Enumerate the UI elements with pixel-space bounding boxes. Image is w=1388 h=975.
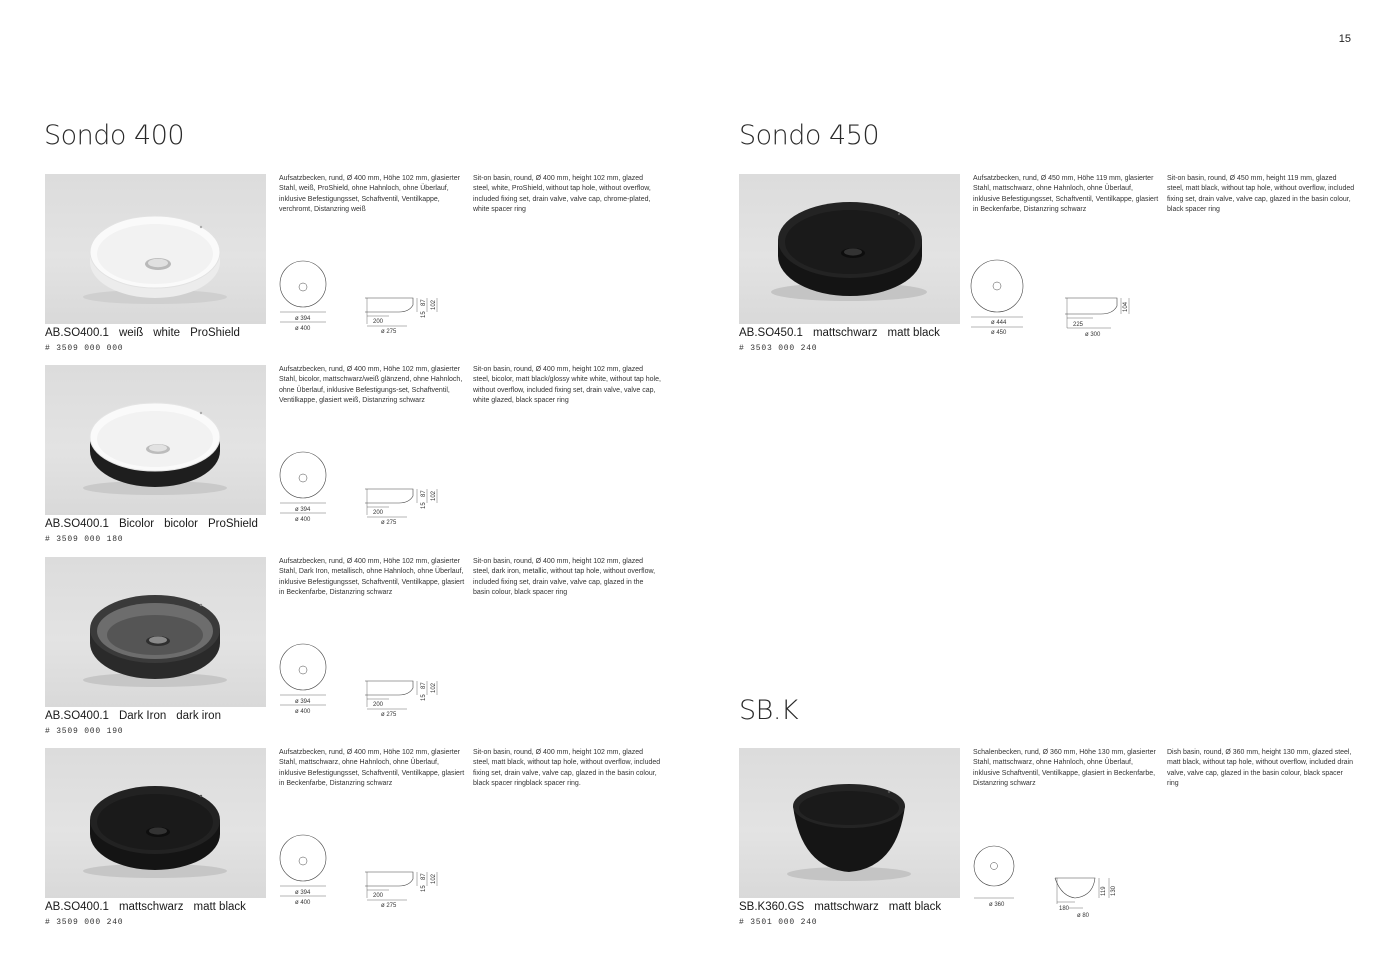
color-english: bicolor <box>164 518 198 530</box>
dim-height-1: 104 <box>1123 301 1129 312</box>
dim-height-2: 87 <box>421 682 427 689</box>
dim-depth: 200 <box>373 319 384 325</box>
dim-inner-diameter: ø 394 <box>295 890 311 896</box>
dim-outer-diameter: ø 400 <box>295 900 311 906</box>
description-german: Aufsatzbecken, rund, Ø 400 mm, Höhe 102 mm, glasierter Stahl, Dark Iron, metallisch, ohne Hahnloch, ohne Überlauf, inklusive Befestigungsset, Schaftventil, Ventilkappe, glasiert in Beckenfarbe, Distanzring schwarz <box>279 558 465 597</box>
dim-height-3: 102 <box>431 873 437 884</box>
product-name <box>45 518 268 530</box>
article-number: # 3509 000 000 <box>45 344 124 353</box>
description-german: Schalenbecken, rund, Ø 360 mm, Höhe 130 mm, glasierter Stahl, mattschwarz, ohne Hahnloch, ohne Überlauf, inklusive Schaftventil, Ventilkappe, glasiert in Beckenfarbe, Distanzring schwarz <box>973 749 1156 788</box>
finish-label: ProShield <box>190 327 240 339</box>
dim-inner-diameter: ø 394 <box>295 316 311 322</box>
page-number: 15 <box>1338 33 1351 45</box>
section-title-sondo-450: Sondo 450 <box>739 120 880 151</box>
description-german: Aufsatzbecken, rund, Ø 400 mm, Höhe 102 mm, glasierter Stahl, weiß, ProShield, ohne Hahnloch, ohne Überlauf, inklusive Befestigungsset, Schaftventil, Ventilkappe, verchromt, Distanzring weiß <box>279 175 460 214</box>
article-number: # 3503 000 240 <box>739 344 818 353</box>
dim-depth: 225 <box>1073 322 1084 328</box>
article-number: # 3509 000 180 <box>45 535 124 544</box>
product-photo <box>45 174 266 324</box>
technical-drawing <box>277 832 457 912</box>
article-number: # 3501 000 240 <box>739 918 818 927</box>
model-number: AB.SO400.1 <box>45 327 109 339</box>
dim-height-2: 130 <box>1111 885 1117 896</box>
product-photo <box>739 174 960 324</box>
model-number: AB.SO400.1 <box>45 901 109 913</box>
color-german: weiß <box>118 327 144 339</box>
section-title-sondo-400: Sondo 400 <box>44 120 185 151</box>
dim-height-1: 15 <box>421 694 427 701</box>
product-photo <box>45 748 266 898</box>
color-german: mattschwarz <box>812 327 878 339</box>
technical-drawing <box>971 832 1151 919</box>
dim-height-1: 15 <box>421 311 427 318</box>
dim-height-3: 102 <box>431 299 437 310</box>
technical-drawing <box>277 258 457 338</box>
dim-inner-diameter: ø 394 <box>295 699 311 705</box>
product-card <box>45 748 665 928</box>
color-english: matt black <box>887 327 940 339</box>
product-photo <box>45 557 266 707</box>
dim-outer-diameter: ø 400 <box>295 326 311 332</box>
dim-base-diameter: ø 300 <box>1085 332 1101 338</box>
dim-base-diameter: ø 275 <box>381 520 397 526</box>
color-german: mattschwarz <box>118 901 184 913</box>
description-english: Dish basin, round, Ø 360 mm, height 130 mm, glazed steel, matt black, without tap hole, without overflow, included drain valve, valve cap, glazed in the basin colour, black spacer ring <box>1167 749 1353 788</box>
description-english: Sit-on basin, round, Ø 400 mm, height 102 mm, glazed steel, matt black, without tap hole, without overflow, included fixing set, drain valve, valve cap, glazed in the basin colour, black spacer ringblack spacer ring. <box>473 749 661 788</box>
product-card <box>45 557 665 737</box>
dim-depth: 180 <box>1059 906 1070 912</box>
technical-drawing <box>277 449 457 529</box>
product-photo <box>739 748 960 898</box>
product-name <box>45 710 241 722</box>
color-english: dark iron <box>176 710 221 722</box>
product-card <box>45 174 665 354</box>
dim-outer-diameter: ø 450 <box>991 330 1007 336</box>
article-number: # 3509 000 240 <box>45 918 124 927</box>
dim-base-diameter: ø 275 <box>381 903 397 909</box>
section-title-sbk: SB.K <box>739 695 799 726</box>
dim-height-1: 15 <box>421 502 427 509</box>
product-card <box>739 748 1359 928</box>
description-english: Sit-on basin, round, Ø 400 mm, height 102 mm, glazed steel, dark iron, metallic, without tap hole, without overflow, included fixing set, drain valve, valve cap, glazed in the basin colour, black spacer ring <box>473 558 656 597</box>
model-number: AB.SO400.1 <box>45 518 109 530</box>
dim-outer-diameter: ø 360 <box>989 902 1005 908</box>
dim-depth: 200 <box>373 510 384 516</box>
color-german: Bicolor <box>118 518 155 530</box>
dim-base-diameter: ø 275 <box>381 329 397 335</box>
description-english: Sit-on basin, round, Ø 400 mm, height 102 mm, glazed steel, bicolor, matt black/glossy white white, without tap hole, without overflow, included fixing set, drain valve, valve cap, white glazed, black spacer ring <box>473 366 661 405</box>
technical-drawing <box>277 641 457 721</box>
product-name <box>45 901 266 913</box>
color-german: mattschwarz <box>814 901 879 913</box>
product-name <box>739 327 960 339</box>
product-name <box>739 901 961 913</box>
color-german: Dark Iron <box>118 710 167 722</box>
model-number: AB.SO450.1 <box>739 327 803 339</box>
product-card <box>739 174 1359 354</box>
product-name <box>45 327 250 339</box>
dim-height-1: 119 <box>1101 886 1107 896</box>
dim-outer-diameter: ø 400 <box>295 517 311 523</box>
article-number: # 3509 000 190 <box>45 727 124 736</box>
product-card <box>45 365 665 545</box>
color-english: white <box>153 327 181 339</box>
product-photo <box>45 365 266 515</box>
description-german: Aufsatzbecken, rund, Ø 450 mm, Höhe 119 mm, glasierter Stahl, mattschwarz, ohne Hahnloch, ohne Überlauf, inklusive Befestigungsset, Schaftventil, Ventilkappe, glasiert in Beckenfarbe, Distanzring schwarz <box>973 175 1159 214</box>
color-english: matt black <box>193 901 246 913</box>
dim-base-diameter: ø 275 <box>381 712 397 718</box>
dim-height-2: 87 <box>421 490 427 497</box>
dim-base-diameter: ø 80 <box>1077 913 1090 919</box>
dim-height-3: 102 <box>431 682 437 693</box>
dim-height-3: 102 <box>431 490 437 501</box>
description-english: Sit-on basin, round, Ø 400 mm, height 102 mm, glazed steel, white, ProShield, without tap hole, without overflow, included fixing set, drain valve, valve cap, chrome-plated, white spacer ring <box>473 175 651 214</box>
dim-outer-diameter: ø 400 <box>295 709 311 715</box>
model-number: AB.SO400.1 <box>45 710 109 722</box>
dim-depth: 200 <box>373 893 384 899</box>
technical-drawing <box>971 258 1151 338</box>
description-german: Aufsatzbecken, rund, Ø 400 mm, Höhe 102 mm, glasierter Stahl, mattschwarz, ohne Hahnloch, ohne Überlauf, inklusive Befestigungsset, Schaftventil, Ventilkappe, glasiert in Beckenfarbe, Distanzring schwarz <box>279 749 465 788</box>
description-german: Aufsatzbecken, rund, Ø 400 mm, Höhe 102 mm, glasierter Stahl, bicolor, mattschwarz/weiß glänzend, ohne Hahnloch, ohne Überlauf, inklusive Befestigungs-set, Schaftventil, Ventilkappe, glasiert weiß, Distanzring schwarz <box>279 366 463 405</box>
dim-inner-diameter: ø 444 <box>991 320 1007 326</box>
dim-height-2: 87 <box>421 873 427 880</box>
finish-label: ProShield <box>207 518 258 530</box>
color-english: matt black <box>888 901 942 913</box>
model-number: SB.K360.GS <box>739 901 805 913</box>
dim-depth: 200 <box>373 702 384 708</box>
dim-height-2: 87 <box>421 299 427 306</box>
dim-height-1: 15 <box>421 885 427 892</box>
description-english: Sit-on basin, round, Ø 450 mm, height 119 mm, glazed steel, matt black, without tap hole, without overflow, included fixing set, drain valve, valve cap, glazed in the basin colour, black spacer ring <box>1167 175 1355 214</box>
dim-inner-diameter: ø 394 <box>295 507 311 513</box>
